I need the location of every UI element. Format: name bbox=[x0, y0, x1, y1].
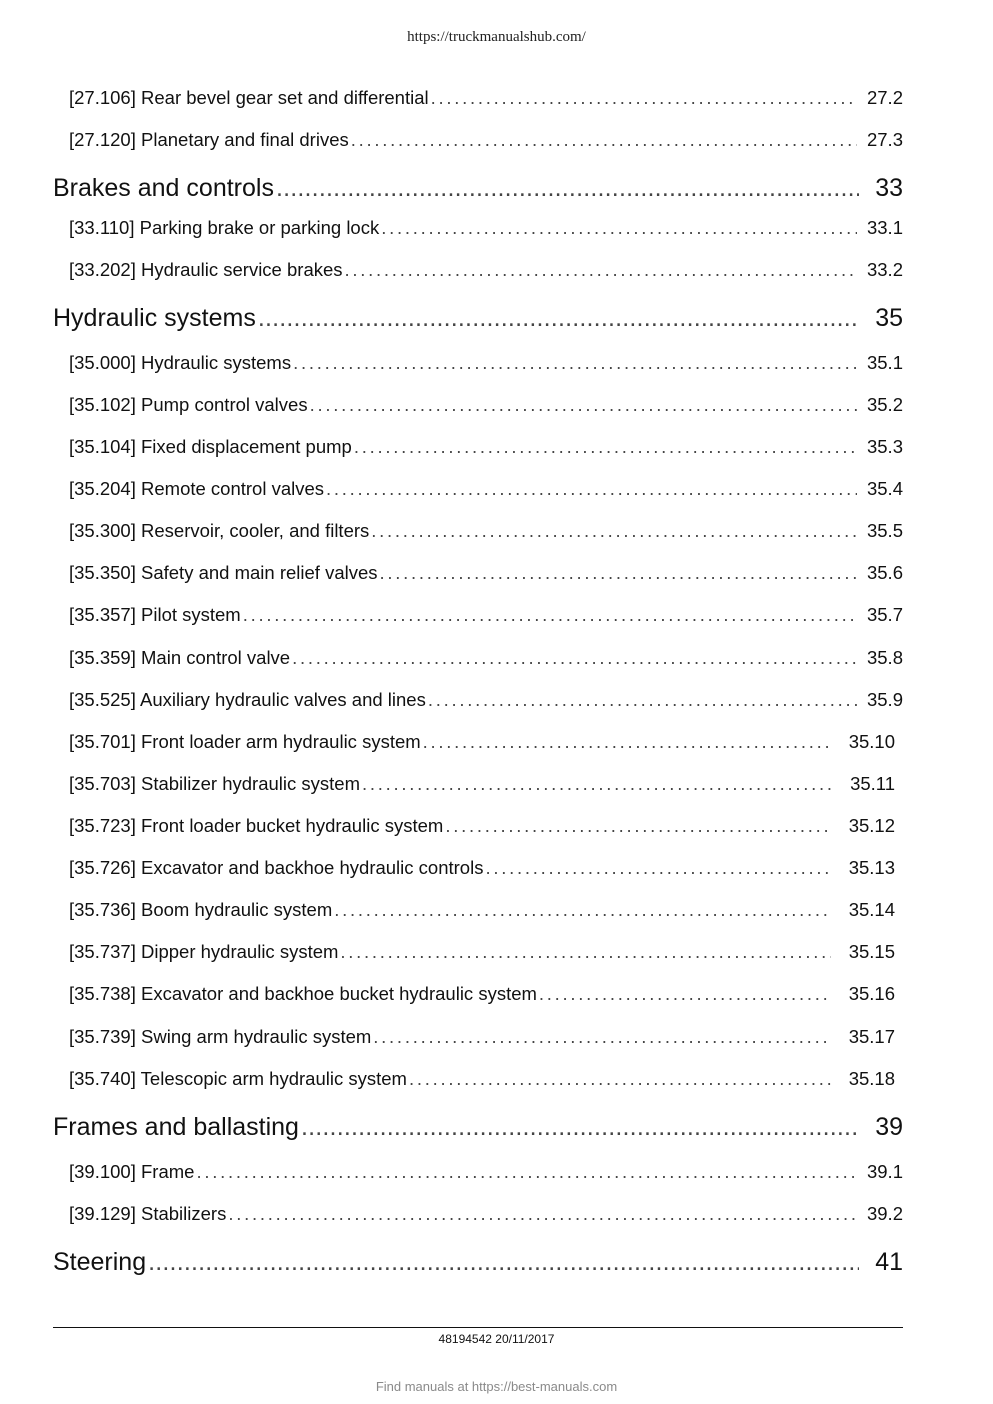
toc-leader-dots bbox=[362, 772, 831, 796]
toc-entry-title: [35.104] Fixed displacement pump bbox=[69, 436, 352, 457]
toc-page-number: 33.1 bbox=[866, 217, 903, 238]
toc-page-number: 35.14 bbox=[848, 899, 895, 920]
toc-entry-row[interactable] bbox=[69, 1067, 903, 1091]
toc-section-title: Hydraulic systems bbox=[53, 304, 256, 332]
toc-entry-title: [27.106] Rear bevel gear set and differential bbox=[69, 87, 429, 108]
toc-entry-title: [35.350] Safety and main relief valves bbox=[69, 562, 378, 583]
toc-page-number: 35.15 bbox=[848, 941, 895, 962]
toc-section-row[interactable] bbox=[53, 302, 903, 334]
toc-entry-row[interactable] bbox=[69, 393, 903, 417]
toc-entry-row[interactable] bbox=[69, 898, 903, 922]
toc-entry-title: [35.723] Front loader bucket hydraulic system bbox=[69, 815, 444, 836]
toc-page-number: 35.17 bbox=[848, 1026, 895, 1047]
toc-page-number: 35.16 bbox=[848, 983, 895, 1004]
toc-leader-dots bbox=[373, 1025, 831, 1049]
toc-leader-dots bbox=[228, 1202, 857, 1226]
toc-entry-title: [35.525] Auxiliary hydraulic valves and lines bbox=[69, 689, 426, 710]
toc-entry-row[interactable] bbox=[69, 940, 903, 964]
toc-entry-row[interactable] bbox=[69, 688, 903, 712]
toc-leader-dots bbox=[340, 940, 831, 964]
footer-find-manuals-link[interactable]: Find manuals at https://best-manuals.com bbox=[375, 1379, 618, 1394]
toc-page-number: 35.4 bbox=[866, 478, 903, 499]
toc-entry-row[interactable] bbox=[69, 435, 903, 459]
toc-leader-dots bbox=[351, 128, 857, 152]
toc-entry-title: [35.737] Dipper hydraulic system bbox=[69, 941, 339, 962]
toc-entry-title: [35.726] Excavator and backhoe hydraulic controls bbox=[69, 857, 484, 878]
toc-entry-row[interactable] bbox=[69, 730, 903, 754]
toc-page-number: 35.10 bbox=[848, 731, 895, 752]
toc-page-number: 35.13 bbox=[848, 857, 895, 878]
toc-leader-dots bbox=[292, 646, 857, 670]
toc-leader-dots bbox=[258, 302, 859, 334]
toc-entry-row[interactable] bbox=[69, 856, 903, 880]
toc-page-number: 35 bbox=[875, 304, 903, 332]
toc-page-number: 33 bbox=[875, 174, 903, 202]
toc-section-row[interactable] bbox=[53, 1111, 903, 1143]
toc-page-number: 39 bbox=[875, 1113, 903, 1141]
toc-leader-dots bbox=[243, 603, 857, 627]
toc-leader-dots bbox=[431, 86, 857, 110]
toc-entry-row[interactable] bbox=[69, 519, 903, 543]
toc-entry-title: [35.300] Reservoir, cooler, and filters bbox=[69, 520, 370, 541]
toc-entry-title: [35.740] Telescopic arm hydraulic system bbox=[69, 1068, 407, 1089]
toc-leader-dots bbox=[539, 982, 831, 1006]
toc-page-number: 35.9 bbox=[866, 689, 903, 710]
toc-page-number: 27.2 bbox=[866, 87, 903, 108]
toc-page-number: 35.11 bbox=[850, 773, 895, 794]
toc-section-row[interactable] bbox=[53, 172, 903, 204]
toc-leader-dots bbox=[148, 1246, 859, 1278]
toc-leader-dots bbox=[310, 393, 857, 417]
header-url: https://truckmanualshub.com/ bbox=[407, 29, 586, 45]
toc-entry-title: [35.204] Remote control valves bbox=[69, 478, 325, 499]
toc-leader-dots bbox=[485, 856, 831, 880]
toc-page-number: 35.8 bbox=[866, 647, 903, 668]
toc-leader-dots bbox=[293, 351, 857, 375]
toc-section-title: Frames and ballasting bbox=[53, 1113, 299, 1141]
toc-entry-row[interactable] bbox=[69, 351, 903, 375]
toc-entry-row[interactable] bbox=[69, 1160, 903, 1184]
toc-entry-title: [35.739] Swing arm hydraulic system bbox=[69, 1026, 372, 1047]
toc-page-number: 33.2 bbox=[866, 259, 903, 280]
toc-entry-title: [35.357] Pilot system bbox=[69, 604, 241, 625]
toc-page-number: 35.5 bbox=[866, 520, 903, 541]
toc-entry-title: [27.120] Planetary and final drives bbox=[69, 129, 349, 150]
toc-entry-row[interactable] bbox=[69, 646, 903, 670]
toc-entry-row[interactable] bbox=[69, 603, 903, 627]
toc-entry-row[interactable] bbox=[69, 128, 903, 152]
toc-entry-title: [35.102] Pump control valves bbox=[69, 394, 308, 415]
toc-leader-dots bbox=[381, 216, 857, 240]
toc-page-number: 39.2 bbox=[866, 1203, 903, 1224]
toc-leader-dots bbox=[196, 1160, 857, 1184]
toc-leader-dots bbox=[409, 1067, 831, 1091]
toc-entry-row[interactable] bbox=[69, 86, 903, 110]
toc-entry-title: [35.701] Front loader arm hydraulic system bbox=[69, 731, 421, 752]
toc-entry-title: [35.359] Main control valve bbox=[69, 647, 291, 668]
toc-leader-dots bbox=[423, 730, 831, 754]
toc-leader-dots bbox=[301, 1111, 859, 1143]
toc-entry-row[interactable] bbox=[69, 814, 903, 838]
toc-section-title: Brakes and controls bbox=[53, 174, 274, 202]
toc-entry-title: [33.202] Hydraulic service brakes bbox=[69, 259, 343, 280]
toc-entry-title: [39.100] Frame bbox=[69, 1161, 195, 1182]
toc-leader-dots bbox=[334, 898, 831, 922]
toc-leader-dots bbox=[326, 477, 857, 501]
toc-leader-dots bbox=[380, 561, 857, 585]
toc-leader-dots bbox=[354, 435, 857, 459]
toc-entry-row[interactable] bbox=[69, 1202, 903, 1226]
toc-entry-title: [39.129] Stabilizers bbox=[69, 1203, 227, 1224]
toc-entry-row[interactable] bbox=[69, 561, 903, 585]
toc-entry-row[interactable] bbox=[69, 1025, 903, 1049]
toc-page-number: 35.1 bbox=[866, 352, 903, 373]
toc-page-number: 41 bbox=[875, 1248, 903, 1276]
toc-entry-row[interactable] bbox=[69, 216, 903, 240]
toc-page-number: 35.12 bbox=[848, 815, 895, 836]
toc-section-row[interactable] bbox=[53, 1246, 903, 1278]
toc-entry-row[interactable] bbox=[69, 258, 903, 282]
toc-leader-dots bbox=[445, 814, 831, 838]
toc-entry-title: [35.703] Stabilizer hydraulic system bbox=[69, 773, 360, 794]
toc-section-title: Steering bbox=[53, 1248, 147, 1276]
toc-leader-dots bbox=[345, 258, 857, 282]
toc-page-number: 35.6 bbox=[866, 562, 903, 583]
toc-entry-title: [35.736] Boom hydraulic system bbox=[69, 899, 333, 920]
toc-page-number: 35.7 bbox=[866, 604, 903, 625]
toc-page-number: 35.2 bbox=[866, 394, 903, 415]
toc-entry-row[interactable] bbox=[69, 477, 903, 501]
toc-entry-row[interactable] bbox=[69, 772, 903, 796]
toc-page-number: 35.3 bbox=[866, 436, 903, 457]
toc-entry-title: [35.738] Excavator and backhoe bucket hydraulic system bbox=[69, 983, 537, 1004]
toc-page-number: 39.1 bbox=[866, 1161, 903, 1182]
toc-page-number: 35.18 bbox=[848, 1068, 895, 1089]
toc-entry-row[interactable] bbox=[69, 982, 903, 1006]
toc-leader-dots bbox=[276, 172, 859, 204]
footer-document-id: 48194542 20/11/2017 bbox=[438, 1332, 555, 1346]
toc-entry-title: [35.000] Hydraulic systems bbox=[69, 352, 292, 373]
toc-leader-dots bbox=[428, 688, 857, 712]
toc-leader-dots bbox=[371, 519, 857, 543]
toc-entry-title: [33.110] Parking brake or parking lock bbox=[69, 217, 380, 238]
footer-divider bbox=[53, 1327, 903, 1328]
toc-page-number: 27.3 bbox=[866, 129, 903, 150]
